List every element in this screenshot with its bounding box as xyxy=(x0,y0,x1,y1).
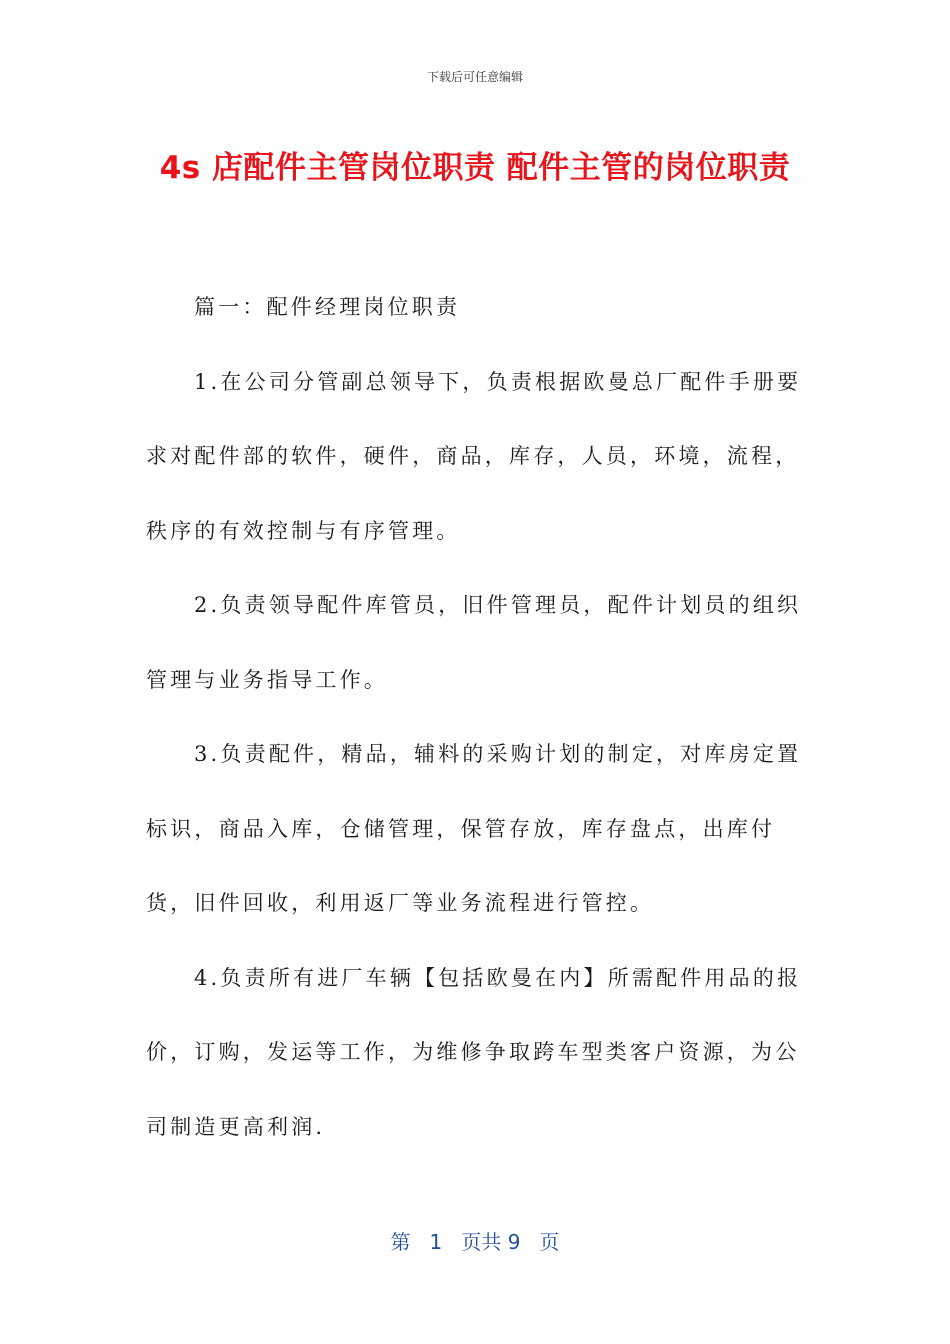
footer-middle: 页共 xyxy=(461,1230,502,1254)
document-body xyxy=(146,270,806,1164)
paragraph-4: 4.负责所有进厂车辆【包括欧曼在内】所需配件用品的报价，订购，发运等工作，为维修争取跨车型类客户资源，为公司制造更高利润. xyxy=(146,965,802,1139)
document-title: 4s 店配件主管岗位职责 配件主管的岗位职责 xyxy=(159,150,791,186)
header-note: 下载后可任意编辑 xyxy=(426,70,523,84)
paragraph-2: 2.负责领导配件库管员，旧件管理员，配件计划员的组织管理与业务指导工作。 xyxy=(146,593,802,692)
paragraph-3: 3.负责配件，精品，辅料的采购计划的制定，对库房定置标识，商品入库，仓储管理，保管存放，库存盘点，出库付货，旧件回收，利用返厂等业务流程进行管控。 xyxy=(146,742,802,915)
page-footer xyxy=(0,1226,950,1255)
total-pages-number: 9 xyxy=(507,1230,521,1254)
section-heading: 篇一：配件经理岗位职责 xyxy=(194,295,461,319)
footer-suffix: 页 xyxy=(539,1230,560,1254)
footer-prefix: 第 xyxy=(390,1230,411,1254)
paragraph-1: 1.在公司分管副总领导下，负责根据欧曼总厂配件手册要求对配件部的软件，硬件，商品，库存，人员，环境，流程，秩序的有效控制与有序管理。 xyxy=(146,369,802,543)
current-page-number: 1 xyxy=(429,1230,443,1254)
